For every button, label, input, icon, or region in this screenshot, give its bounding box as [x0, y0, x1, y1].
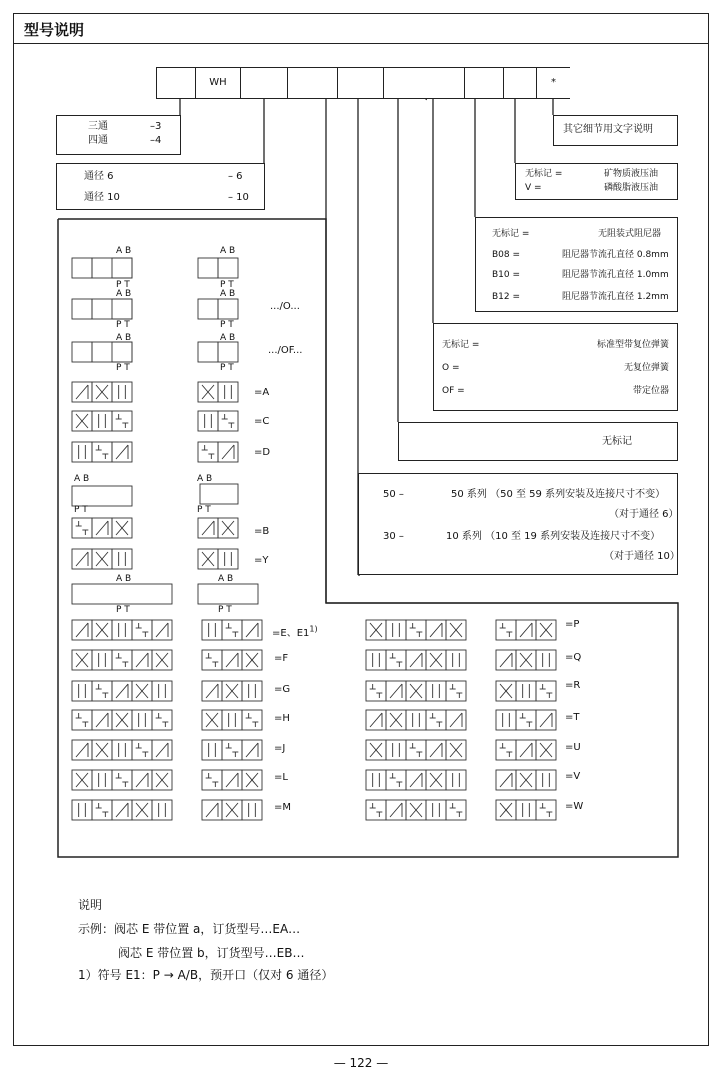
- series-30-code: 30 –: [383, 531, 404, 542]
- valve-cell: [92, 800, 112, 820]
- valve-cell: [198, 442, 218, 462]
- damper-b10-value: 阻尼器节流孔直径 1.0mm: [562, 270, 669, 280]
- valve-cell: [426, 681, 446, 701]
- code-q: =Q: [565, 652, 582, 663]
- fluid-mineral-value: 矿物质液压油: [604, 169, 659, 179]
- valve-path: [410, 773, 422, 787]
- valve-cell: [496, 620, 516, 640]
- valve-cell: [218, 258, 238, 278]
- notes-line1: 示例：阀芯 E 带位置 a，订货型号…EA…: [78, 922, 301, 936]
- valve-cell: [516, 681, 536, 701]
- valve-path: [500, 653, 512, 667]
- ways-3-code: –3: [150, 121, 162, 132]
- fluid-v-label: V =: [525, 183, 542, 193]
- damper-b08-label: B08 =: [492, 250, 521, 260]
- valve-cell: [218, 411, 238, 431]
- valve-cell: [72, 486, 132, 506]
- valve-cell: [242, 710, 262, 730]
- valve-cell: [426, 710, 446, 730]
- code-cell-9: *: [536, 67, 570, 99]
- series-30-text: 10 系列 （10 至 19 系列安装及连接尺寸不变）: [446, 531, 661, 542]
- suffix-o: .../O...: [270, 301, 300, 312]
- valve-cell: [536, 650, 556, 670]
- valve-cell: [112, 382, 132, 402]
- port-ab-3: A B: [116, 289, 132, 299]
- valve-cell: [152, 681, 172, 701]
- valve-cell: [242, 681, 262, 701]
- spring-of-value: 带定位器: [633, 386, 670, 396]
- valve-cell: [496, 740, 516, 760]
- valve-cell: [112, 299, 132, 319]
- damper-none-label: 无标记 =: [492, 229, 530, 239]
- valve-path: [206, 684, 218, 698]
- valve-cell: [92, 681, 112, 701]
- valve-cell: [152, 710, 172, 730]
- valve-cell: [386, 740, 406, 760]
- port-pt-2: P T: [220, 280, 234, 290]
- other-details-text: 其它细节用文字说明: [563, 124, 653, 135]
- valve-cell: [202, 620, 222, 640]
- valve-cell: [536, 770, 556, 790]
- code-a: =A: [254, 387, 270, 398]
- valve-cell: [72, 681, 92, 701]
- port-ab-9: A B: [116, 574, 132, 584]
- port-ab-5: A B: [116, 333, 132, 343]
- notes-line2: 阀芯 E 带位置 b，订货型号…EB…: [118, 946, 305, 960]
- damper-b08-value: 阻尼器节流孔直径 0.8mm: [562, 250, 669, 260]
- valve-path: [500, 773, 512, 787]
- code-p: =P: [565, 619, 580, 630]
- size-6-code: – 6: [228, 171, 243, 182]
- valve-path: [520, 743, 532, 757]
- valve-path: [96, 521, 108, 535]
- code-cell-2: WH: [195, 67, 241, 99]
- valve-path: [520, 623, 532, 637]
- code-j: =J: [274, 743, 286, 754]
- valve-cell: [198, 299, 218, 319]
- valve-cell: [222, 740, 242, 760]
- valve-cell: [198, 342, 218, 362]
- valve-path: [116, 684, 128, 698]
- valve-cell: [218, 342, 238, 362]
- code-e-sup: 1): [309, 624, 318, 634]
- valve-cell: [496, 710, 516, 730]
- valve-path: [540, 713, 552, 727]
- code-e: [272, 624, 318, 639]
- series-50-text: 50 系列 （50 至 59 系列安装及连接尺寸不变）: [451, 489, 666, 500]
- port-pt-1: P T: [116, 280, 130, 290]
- suffix-of: .../OF...: [268, 345, 303, 356]
- valve-cell: [72, 518, 92, 538]
- spring-o-value: 无复位弹簧: [624, 363, 670, 373]
- port-pt-7: P T: [74, 505, 88, 515]
- valve-path: [116, 803, 128, 817]
- fluid-mineral-label: 无标记 =: [525, 169, 563, 179]
- valve-cell: [202, 770, 222, 790]
- spring-o-label: O =: [442, 363, 460, 373]
- valve-cell: [218, 549, 238, 569]
- spring-std-label: 无标记 =: [442, 340, 480, 350]
- valve-cell: [222, 620, 242, 640]
- valve-cell: [112, 258, 132, 278]
- valve-cell: [112, 342, 132, 362]
- valve-path: [390, 684, 402, 698]
- code-c: =C: [254, 416, 270, 427]
- valve-cell: [536, 681, 556, 701]
- valve-cell: [386, 770, 406, 790]
- nomark-text: 无标记: [602, 436, 632, 447]
- valve-path: [246, 743, 258, 757]
- valve-cell: [72, 299, 92, 319]
- size-6-label: 通径 6: [84, 171, 114, 182]
- spring-of-label: OF =: [442, 386, 465, 396]
- valve-cell: [132, 620, 152, 640]
- valve-path: [156, 623, 168, 637]
- valve-cell: [218, 382, 238, 402]
- valve-cell: [366, 800, 386, 820]
- valve-cell: [366, 681, 386, 701]
- code-r: =R: [565, 680, 581, 691]
- port-pt-5: P T: [116, 363, 130, 373]
- code-d: =D: [254, 447, 271, 458]
- ways-3-label: 三通: [88, 121, 108, 132]
- port-pt-3: P T: [116, 320, 130, 330]
- valve-cell: [446, 800, 466, 820]
- code-h: =H: [274, 713, 290, 724]
- notes-heading: 说明: [78, 898, 103, 912]
- valve-cell: [446, 650, 466, 670]
- valve-path: [206, 803, 218, 817]
- valve-path: [136, 773, 148, 787]
- series-30-size: （对于通径 10）: [604, 551, 680, 562]
- damper-b12-label: B12 =: [492, 292, 521, 302]
- valve-cell: [112, 770, 132, 790]
- valve-cell: [200, 484, 238, 504]
- valve-cell: [198, 258, 218, 278]
- spring-std-value: 标准型带复位弹簧: [597, 340, 670, 350]
- valve-path: [450, 713, 462, 727]
- valve-path: [96, 713, 108, 727]
- valve-path: [226, 773, 238, 787]
- valve-cell: [366, 770, 386, 790]
- valve-cell: [92, 770, 112, 790]
- valve-cell: [72, 342, 92, 362]
- valve-cell: [218, 299, 238, 319]
- valve-cell: [202, 650, 222, 670]
- valve-cell: [202, 740, 222, 760]
- code-t: =T: [565, 712, 580, 723]
- valve-path: [76, 743, 88, 757]
- valve-cell: [536, 800, 556, 820]
- valve-cell: [446, 681, 466, 701]
- valve-cell: [386, 620, 406, 640]
- port-pt-10: P T: [218, 605, 232, 615]
- damper-none-value: 无阻装式阻尼器: [598, 229, 662, 239]
- port-pt-6: P T: [220, 363, 234, 373]
- page-title: 型号说明: [24, 21, 85, 39]
- valve-cell: [386, 650, 406, 670]
- port-pt-4: P T: [220, 320, 234, 330]
- notes-line3: 1）符号 E1：P → A/B，预开口（仅对 6 通径）: [78, 968, 334, 982]
- code-u: =U: [565, 742, 581, 753]
- valve-cell: [112, 549, 132, 569]
- valve-path: [226, 653, 238, 667]
- valve-cell: [72, 584, 172, 604]
- valve-cell: [406, 710, 426, 730]
- port-ab-10: A B: [218, 574, 234, 584]
- code-m: =M: [274, 802, 292, 813]
- valve-cell: [72, 442, 92, 462]
- fluid-v-value: 磷酸脂液压油: [604, 183, 659, 193]
- valve-path: [390, 803, 402, 817]
- series-50-code: 50 –: [383, 489, 404, 500]
- valve-cell: [366, 650, 386, 670]
- port-ab-6: A B: [220, 333, 236, 343]
- valve-cell: [222, 710, 242, 730]
- ways-4-label: 四通: [88, 135, 108, 146]
- valve-cell: [516, 800, 536, 820]
- valve-cell: [426, 800, 446, 820]
- valve-path: [116, 445, 128, 459]
- valve-path: [430, 623, 442, 637]
- size-10-code: – 10: [228, 192, 249, 203]
- valve-cell: [72, 258, 92, 278]
- valve-cell: [406, 740, 426, 760]
- valve-cell: [112, 620, 132, 640]
- valve-cell: [72, 800, 92, 820]
- code-g: =G: [274, 684, 291, 695]
- valve-cell: [152, 800, 172, 820]
- page-number: — 122 —: [333, 1056, 389, 1070]
- valve-path: [410, 653, 422, 667]
- valve-path: [202, 521, 214, 535]
- valve-path: [76, 385, 88, 399]
- code-e-text: =E、E1: [272, 628, 310, 639]
- valve-cell: [132, 710, 152, 730]
- port-pt-9: P T: [116, 605, 130, 615]
- valve-path: [430, 743, 442, 757]
- code-w: =W: [565, 801, 584, 812]
- port-ab-1: A B: [116, 246, 132, 256]
- valve-cell: [132, 740, 152, 760]
- valve-path: [370, 713, 382, 727]
- valve-path: [156, 743, 168, 757]
- valve-cell: [92, 442, 112, 462]
- damper-b10-label: B10 =: [492, 270, 521, 280]
- port-ab-8: A B: [197, 474, 213, 484]
- valve-cell: [112, 411, 132, 431]
- valve-path: [76, 552, 88, 566]
- ways-4-code: –4: [150, 135, 162, 146]
- valve-path: [222, 445, 234, 459]
- valve-cell: [198, 584, 258, 604]
- series-50-size: （对于通径 6）: [609, 509, 679, 520]
- valve-cell: [112, 650, 132, 670]
- valve-path: [76, 623, 88, 637]
- valve-cell: [112, 740, 132, 760]
- valve-cell: [242, 800, 262, 820]
- valve-cell: [446, 770, 466, 790]
- code-v: =V: [565, 771, 581, 782]
- damper-b12-value: 阻尼器节流孔直径 1.2mm: [562, 292, 669, 302]
- valve-cell: [92, 411, 112, 431]
- size-10-label: 通径 10: [84, 192, 120, 203]
- valve-cell: [198, 411, 218, 431]
- code-y: =Y: [254, 555, 269, 566]
- port-ab-2: A B: [220, 246, 236, 256]
- valve-cell: [406, 620, 426, 640]
- code-l: =L: [274, 772, 288, 783]
- valve-path: [246, 623, 258, 637]
- valve-path: [136, 653, 148, 667]
- port-ab-7: A B: [74, 474, 90, 484]
- code-b: =B: [254, 526, 270, 537]
- code-f: =F: [274, 653, 289, 664]
- port-pt-8: P T: [197, 505, 211, 515]
- valve-cell: [72, 710, 92, 730]
- port-ab-4: A B: [220, 289, 236, 299]
- valve-cell: [516, 710, 536, 730]
- valve-cell: [92, 650, 112, 670]
